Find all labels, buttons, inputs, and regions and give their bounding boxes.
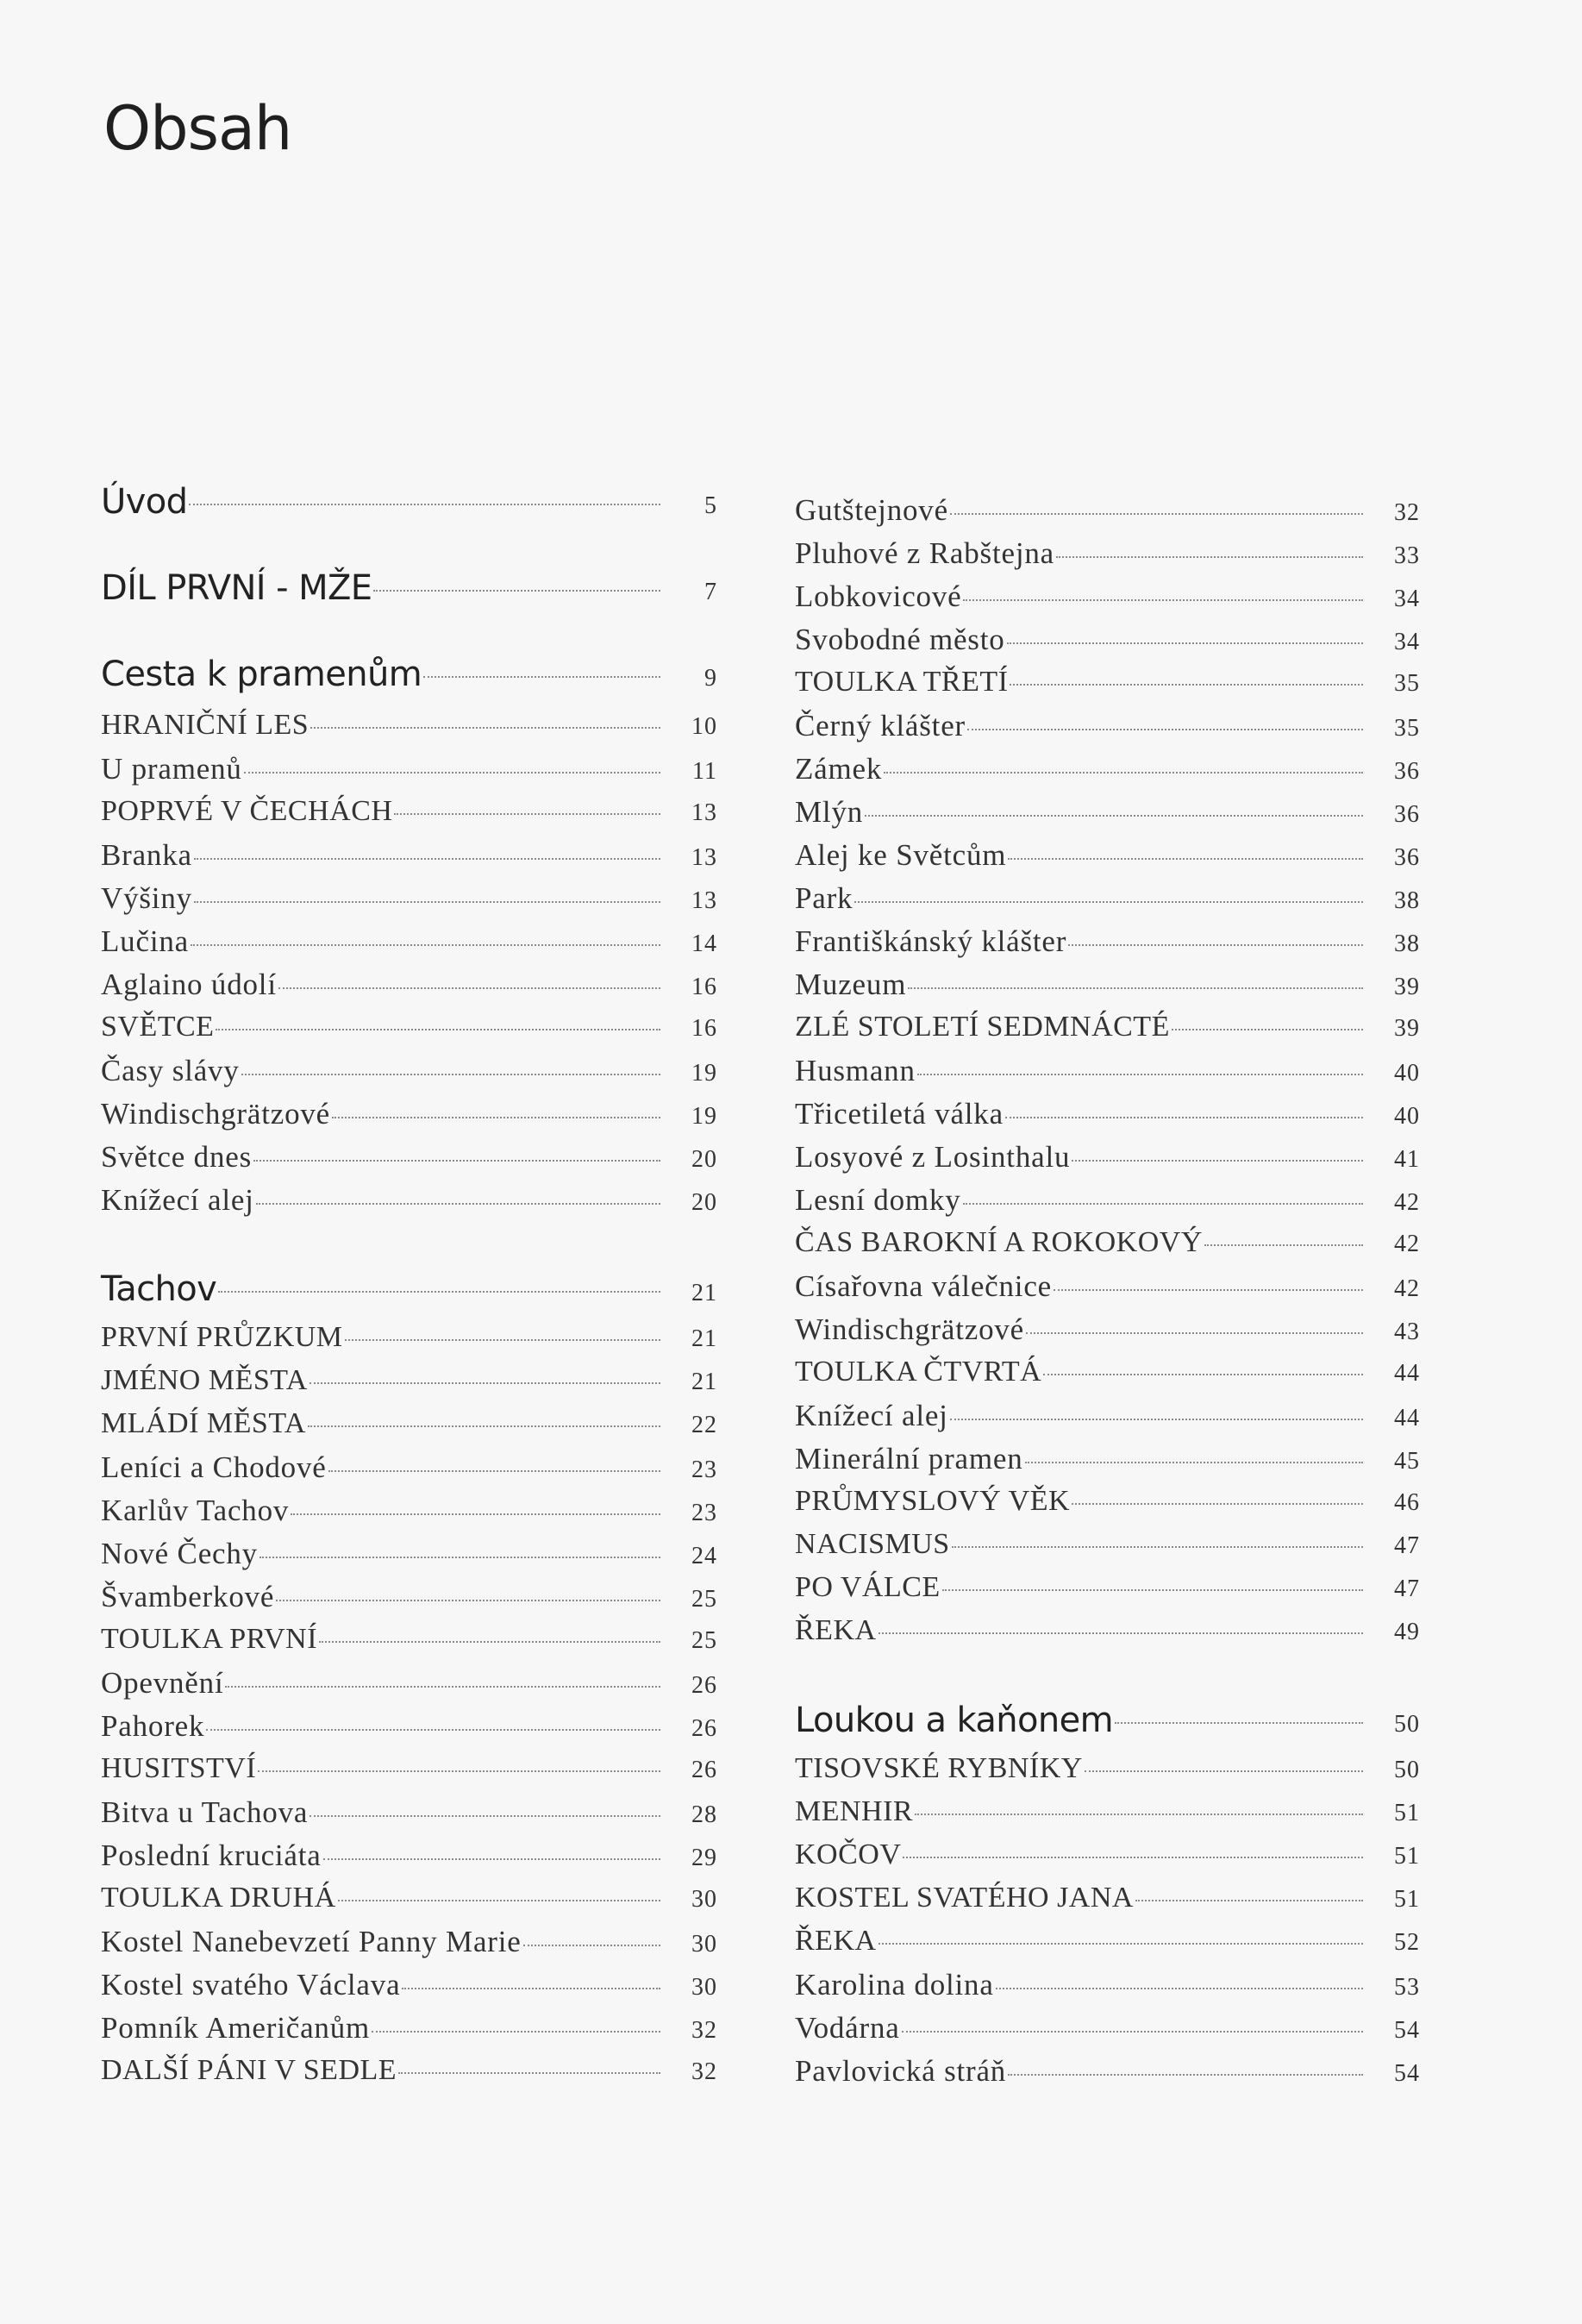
toc-page-number: 23: [691, 1500, 717, 1526]
toc-entry: [795, 1356, 1420, 1399]
toc-page-number: 26: [691, 1715, 717, 1742]
toc-entry: [101, 1011, 717, 1054]
toc-page-number: 20: [691, 1189, 717, 1216]
toc-entry-title: Františkánský klášter: [795, 924, 1067, 958]
toc-entry: [795, 2054, 1420, 2097]
toc-page-number: 47: [1394, 1532, 1420, 1559]
toc-page-number: 38: [1394, 887, 1420, 914]
toc-entry: [795, 1485, 1420, 1528]
toc-entry: [101, 1183, 717, 1226]
dot-leader: [1072, 1503, 1363, 1505]
toc-entry: [101, 968, 717, 1011]
toc-entry: [101, 1623, 717, 1666]
toc-entry: [795, 1614, 1420, 1657]
dot-leader: [1005, 1117, 1363, 1118]
toc-entry: [101, 482, 717, 525]
toc-entry-title: Kostel svatého Václava: [101, 1968, 401, 2001]
toc-page-number: 11: [692, 758, 717, 785]
toc-page-number: 53: [1394, 1974, 1420, 2001]
toc-entry: [101, 752, 717, 795]
dot-leader: [1068, 944, 1363, 946]
toc-entry: [795, 1752, 1420, 1795]
dot-leader: [879, 1943, 1363, 1945]
toc-entry-title: Husmann: [795, 1054, 916, 1087]
toc-entry-title: Lučina: [101, 924, 189, 958]
toc-entry: [795, 2011, 1420, 2054]
dot-leader: [423, 676, 660, 678]
toc-entry-title: Park: [795, 881, 854, 915]
toc-entry-title: Pluhové z Rabštejna: [795, 536, 1054, 570]
toc-page-number: 44: [1394, 1360, 1420, 1387]
dot-leader: [1008, 858, 1363, 860]
dot-leader: [328, 1470, 660, 1472]
toc-entry: [795, 1269, 1420, 1312]
dot-leader: [345, 1339, 660, 1341]
toc-entry-title: Švamberkové: [101, 1580, 275, 1613]
dot-leader: [332, 1117, 660, 1118]
toc-entry-title: Minerální pramen: [795, 1442, 1023, 1475]
dot-leader: [523, 1945, 660, 1946]
dot-leader: [1115, 1722, 1363, 1724]
toc-entry-title: ZLÉ STOLETÍ SEDMNÁCTÉ: [795, 1011, 1170, 1043]
toc-page-number: 36: [1394, 844, 1420, 871]
toc-entry-title: Leníci a Chodové: [101, 1450, 327, 1484]
toc-entry-title: Branka: [101, 838, 192, 872]
toc-page-number: 16: [691, 1015, 717, 1042]
toc-page-number: 7: [704, 579, 717, 605]
toc-page-number: 36: [1394, 758, 1420, 785]
toc-entry: [795, 623, 1420, 666]
toc-entry-title: TOULKA PRVNÍ: [101, 1623, 318, 1655]
toc-page-number: 51: [1394, 1843, 1420, 1870]
toc-entry: [795, 536, 1420, 579]
dot-leader: [1008, 2074, 1363, 2076]
toc-entry: [101, 1709, 717, 1752]
toc-page-number: 10: [691, 713, 717, 740]
toc-entry-title: KOČOV: [795, 1839, 902, 1870]
toc-entry-title: Černý klášter: [795, 709, 966, 742]
toc-entry-title: Mlýn: [795, 795, 864, 829]
dot-leader: [291, 1513, 660, 1515]
toc-page-number: 16: [691, 974, 717, 1000]
dot-leader: [319, 1641, 660, 1643]
dot-leader: [206, 1729, 660, 1731]
dot-leader: [942, 1589, 1363, 1591]
toc-page-number: 13: [691, 799, 717, 826]
toc-entry: [795, 924, 1420, 968]
toc-entry-title: Loukou a kaňonem: [795, 1701, 1114, 1740]
toc-entry-title: Výšiny: [101, 881, 192, 915]
dot-leader: [865, 815, 1363, 817]
toc-entry-title: Gutštejnové: [795, 493, 948, 527]
toc-entry-title: MLÁDÍ MĚSTA: [101, 1407, 306, 1439]
toc-page-number: 39: [1394, 1015, 1420, 1042]
toc-page-number: 26: [691, 1672, 717, 1699]
toc-page-number: 23: [691, 1456, 717, 1483]
dot-leader: [194, 901, 660, 903]
toc-page-number: 42: [1394, 1275, 1420, 1302]
dot-leader: [967, 729, 1363, 730]
toc-page-number: 13: [691, 844, 717, 871]
toc-page-number: 54: [1394, 2017, 1420, 2044]
toc-entry: [101, 1269, 717, 1312]
toc-entry-title: PO VÁLCE: [795, 1571, 941, 1603]
dot-leader: [884, 772, 1363, 774]
toc-page-number: 20: [691, 1146, 717, 1173]
toc-page-number: 21: [691, 1325, 717, 1352]
toc-entry: [101, 1925, 717, 1968]
toc-entry-title: TISOVSKÉ RYBNÍKY: [795, 1752, 1083, 1784]
dot-leader: [952, 1546, 1363, 1548]
toc-page-number: 50: [1394, 1711, 1420, 1738]
toc-page-number: 50: [1394, 1757, 1420, 1783]
toc-entry-title: Cesta k pramenům: [101, 655, 422, 694]
toc-page-number: 36: [1394, 801, 1420, 828]
toc-page-number: 41: [1394, 1146, 1420, 1173]
toc-page-number: 30: [691, 1886, 717, 1913]
toc-entry: [101, 881, 717, 924]
toc-entry: [101, 1968, 717, 2011]
toc-page-number: 19: [691, 1060, 717, 1087]
toc-entry: [795, 968, 1420, 1011]
toc-entry: [795, 1054, 1420, 1097]
toc-entry-title: Úvod: [101, 482, 188, 522]
toc-entry: [795, 1399, 1420, 1442]
toc-entry: [795, 1528, 1420, 1571]
toc-entry: [795, 1795, 1420, 1839]
toc-entry-title: Muzeum: [795, 968, 907, 1001]
toc-entry: [795, 1968, 1420, 2011]
toc-entry-title: Karlův Tachov: [101, 1494, 290, 1527]
toc-entry: [795, 1442, 1420, 1485]
dot-leader: [996, 1988, 1363, 1989]
toc-entry-title: Třicetiletá válka: [795, 1097, 1004, 1131]
toc-entry: [101, 1795, 717, 1839]
toc-entry: [101, 1839, 717, 1882]
toc-entry: [101, 795, 717, 838]
dot-leader: [903, 1857, 1363, 1858]
toc-page-number: 42: [1394, 1189, 1420, 1216]
toc-page-number: 30: [691, 1931, 717, 1958]
toc-entry: [795, 1571, 1420, 1614]
toc-entry-title: Pomník Američanům: [101, 2011, 371, 2045]
dot-leader: [902, 2031, 1363, 2033]
dot-leader: [402, 1988, 660, 1989]
dot-leader: [191, 944, 660, 946]
toc-page-number: 52: [1394, 1929, 1420, 1956]
dot-leader: [394, 813, 660, 815]
dot-leader: [194, 858, 660, 860]
dot-leader: [278, 987, 660, 989]
toc-entry: [101, 1882, 717, 1925]
toc-entry: [101, 1450, 717, 1494]
toc-entry-title: DALŠÍ PÁNI V SEDLE: [101, 2054, 397, 2086]
toc-entry-title: NACISMUS: [795, 1528, 950, 1560]
toc-page-number: 33: [1394, 542, 1420, 569]
dot-leader: [256, 1203, 660, 1205]
toc-entry: [795, 881, 1420, 924]
toc-entry-title: Windischgrätzové: [101, 1097, 331, 1131]
toc-entry: [795, 1312, 1420, 1356]
dot-leader: [1056, 556, 1363, 558]
toc-entry-title: PRŮMYSLOVÝ VĚK: [795, 1485, 1071, 1517]
toc-page-number: 44: [1394, 1405, 1420, 1431]
dot-leader: [241, 1074, 660, 1075]
toc-page-number: 29: [691, 1845, 717, 1871]
toc-entry: [101, 709, 717, 752]
toc-page-number: 42: [1394, 1231, 1420, 1257]
toc-page-number: 46: [1394, 1489, 1420, 1516]
toc-entry-title: Světce dnes: [101, 1140, 252, 1174]
dot-leader: [310, 1382, 660, 1384]
toc-page-number: 24: [691, 1543, 717, 1569]
toc-page-number: 39: [1394, 974, 1420, 1000]
toc-page-number: 51: [1394, 1886, 1420, 1913]
toc-entry: [795, 838, 1420, 881]
toc-page-number: 38: [1394, 930, 1420, 957]
toc-entry: [101, 1364, 717, 1407]
toc-entry-title: Kostel Nanebevzetí Panny Marie: [101, 1925, 522, 1958]
toc-entry-title: ŘEKA: [795, 1925, 877, 1957]
toc-entry: [795, 1140, 1420, 1183]
toc-entry-title: Pavlovická stráň: [795, 2054, 1007, 2088]
dot-leader: [917, 1074, 1363, 1075]
toc-page-number: 25: [691, 1627, 717, 1654]
toc-entry: [101, 1494, 717, 1537]
toc-entry: [101, 1140, 717, 1183]
toc-entry: [795, 1226, 1420, 1269]
toc-entry-title: HRANIČNÍ LES: [101, 709, 310, 741]
dot-leader: [879, 1632, 1363, 1634]
toc-entry: [101, 2054, 717, 2097]
toc-entry-title: Poslední kruciáta: [101, 1839, 322, 1872]
toc-entry: [101, 1580, 717, 1623]
dot-leader: [253, 1160, 660, 1162]
toc-entry: [795, 1011, 1420, 1054]
page-title: Obsah: [103, 93, 292, 164]
toc-entry-title: Svobodné město: [795, 623, 1005, 656]
toc-page-number: 47: [1394, 1575, 1420, 1602]
toc-page-number: 14: [691, 930, 717, 957]
toc-entry: [795, 1839, 1420, 1882]
dot-leader: [1085, 1770, 1363, 1772]
dot-leader: [373, 590, 660, 592]
toc-entry: [101, 838, 717, 881]
dot-leader: [189, 504, 660, 505]
toc-page-number: 49: [1394, 1619, 1420, 1645]
dot-leader: [216, 1029, 660, 1030]
dot-leader: [338, 1900, 660, 1901]
toc-page-number: 43: [1394, 1319, 1420, 1345]
toc-entry: [101, 1407, 717, 1450]
dot-leader: [1072, 1160, 1363, 1162]
toc-entry: [101, 1054, 717, 1097]
dot-leader: [950, 513, 1363, 515]
toc-entry-title: Zámek: [795, 752, 883, 786]
toc-entry-title: TOULKA TŘETÍ: [795, 666, 1009, 698]
toc-entry-title: Lesní domky: [795, 1183, 961, 1217]
toc-entry: [101, 1097, 717, 1140]
toc-entry: [101, 1321, 717, 1364]
dot-leader: [963, 1203, 1363, 1205]
toc-entry: [795, 752, 1420, 795]
toc-entry-title: Aglaino údolí: [101, 968, 277, 1001]
toc-page-number: 34: [1394, 629, 1420, 655]
dot-leader: [398, 2072, 660, 2074]
toc-entry-title: Opevnění: [101, 1666, 224, 1700]
dot-leader: [854, 901, 1363, 903]
dot-leader: [908, 987, 1363, 989]
toc-page-number: 45: [1394, 1448, 1420, 1475]
toc-page-number: 32: [1394, 499, 1420, 526]
dot-leader: [310, 1815, 660, 1817]
dot-leader: [1025, 1462, 1363, 1463]
toc-entry-title: MENHIR: [795, 1795, 914, 1827]
toc-page-number: 21: [691, 1280, 717, 1306]
toc-entry-title: Losyové z Losinthalu: [795, 1140, 1071, 1174]
toc-page-number: 22: [691, 1412, 717, 1438]
toc-entry-title: HUSITSTVÍ: [101, 1752, 257, 1784]
toc-page-number: 34: [1394, 586, 1420, 612]
toc-entry-title: PRVNÍ PRŮZKUM: [101, 1321, 343, 1353]
toc-entry-title: U pramenů: [101, 752, 242, 786]
toc-entry-title: Knížecí alej: [101, 1183, 254, 1217]
toc-entry: [795, 1925, 1420, 1968]
toc-entry-title: SVĚTCE: [101, 1011, 215, 1043]
dot-leader: [308, 1425, 660, 1427]
toc-page-number: 13: [691, 887, 717, 914]
toc-page-number: 40: [1394, 1060, 1420, 1087]
toc-entry-title: Alej ke Světcům: [795, 838, 1007, 872]
toc-page-number: 25: [691, 1586, 717, 1613]
dot-leader: [310, 727, 660, 729]
toc-entry: [795, 579, 1420, 623]
toc-entry-title: Windischgrätzové: [795, 1312, 1025, 1346]
toc-entry: [795, 1097, 1420, 1140]
toc-entry: [795, 493, 1420, 536]
toc-entry: [101, 568, 717, 611]
toc-entry-title: Nové Čechy: [101, 1537, 258, 1570]
toc-entry-title: DÍL PRVNÍ - MŽE: [101, 568, 372, 608]
toc-entry: [101, 2011, 717, 2054]
toc-entry: [795, 666, 1420, 709]
toc-entry: [101, 1666, 717, 1709]
toc-entry-title: Karolina dolina: [795, 1968, 994, 2001]
toc-page-number: 40: [1394, 1103, 1420, 1130]
toc-entry-title: Vodárna: [795, 2011, 900, 2045]
dot-leader: [244, 772, 660, 774]
toc-entry: [101, 1752, 717, 1795]
dot-leader: [950, 1419, 1363, 1420]
toc-entry-title: Tachov: [101, 1269, 217, 1309]
toc-page-number: 21: [691, 1369, 717, 1395]
toc-entry-title: ŘEKA: [795, 1614, 877, 1646]
toc-page-number: 51: [1394, 1800, 1420, 1826]
dot-leader: [1135, 1900, 1363, 1901]
dot-leader: [372, 2031, 660, 2033]
toc-entry-title: Časy slávy: [101, 1054, 240, 1087]
dot-leader: [1010, 684, 1363, 686]
toc-entry-title: TOULKA DRUHÁ: [101, 1882, 336, 1914]
toc-page-number: 32: [691, 2058, 717, 2085]
toc-entry-title: ČAS BAROKNÍ A ROKOKOVÝ: [795, 1226, 1203, 1258]
toc-page-number: 30: [691, 1974, 717, 2001]
toc-entry: [101, 1537, 717, 1580]
toc-page-number: 35: [1394, 715, 1420, 742]
toc-page-number: 19: [691, 1103, 717, 1130]
dot-leader: [258, 1770, 660, 1772]
toc-page-number: 5: [704, 492, 717, 519]
toc-entry-title: Lobkovicové: [795, 579, 962, 613]
dot-leader: [915, 1813, 1363, 1815]
toc-page-number: 9: [704, 665, 717, 692]
dot-leader: [963, 599, 1363, 601]
toc-page-number: 32: [691, 2017, 717, 2044]
toc-entry-title: Pahorek: [101, 1709, 205, 1743]
toc-entry: [101, 924, 717, 968]
dot-leader: [323, 1858, 660, 1860]
dot-leader: [218, 1291, 660, 1293]
toc-page-number: 26: [691, 1757, 717, 1783]
dot-leader: [1204, 1244, 1363, 1246]
dot-leader: [1007, 642, 1363, 644]
toc-entry-title: KOSTEL SVATÉHO JANA: [795, 1882, 1134, 1914]
toc-entry: [101, 655, 717, 698]
toc-entry-title: TOULKA ČTVRTÁ: [795, 1356, 1042, 1388]
dot-leader: [225, 1686, 660, 1688]
toc-entry-title: POPRVÉ V ČECHÁCH: [101, 795, 393, 827]
toc-entry-title: JMÉNO MĚSTA: [101, 1364, 308, 1396]
toc-page-number: 35: [1394, 670, 1420, 697]
dot-leader: [1026, 1332, 1363, 1334]
toc-page-number: 54: [1394, 2060, 1420, 2087]
toc-entry: [795, 1183, 1420, 1226]
dot-leader: [1172, 1029, 1363, 1030]
toc-page-number: 28: [691, 1801, 717, 1828]
toc-entry: [795, 709, 1420, 752]
dot-leader: [1054, 1289, 1363, 1291]
dot-leader: [259, 1557, 660, 1558]
dot-leader: [1043, 1374, 1363, 1375]
dot-leader: [276, 1600, 660, 1601]
toc-entry: [795, 1882, 1420, 1925]
toc-entry-title: Císařovna válečnice: [795, 1269, 1052, 1303]
toc-entry: [795, 795, 1420, 838]
toc-entry-title: Knížecí alej: [795, 1399, 948, 1432]
toc-entry: [795, 1701, 1420, 1744]
toc-entry-title: Bitva u Tachova: [101, 1795, 309, 1829]
